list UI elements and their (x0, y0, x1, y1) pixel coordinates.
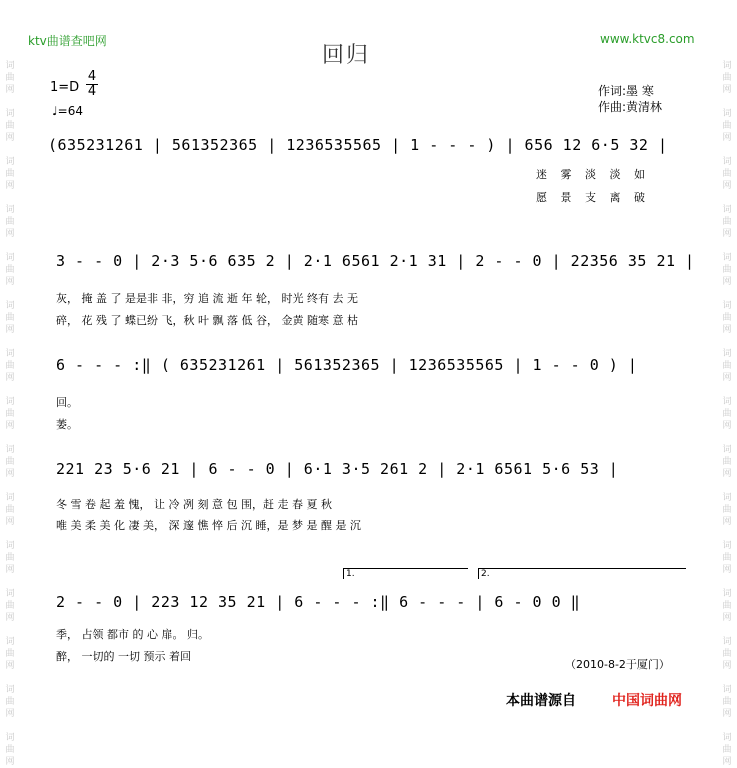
watermark-glyph: 网 (722, 133, 732, 143)
watermark-glyph: 曲 (5, 649, 15, 659)
watermark-glyph: 网 (722, 325, 732, 335)
watermark-glyph: 网 (722, 517, 732, 527)
watermark-group (720, 540, 734, 576)
watermark-glyph: 曲 (722, 697, 732, 707)
watermark-group (720, 204, 734, 240)
watermark-glyph: 曲 (722, 313, 732, 323)
watermark-group (3, 732, 17, 768)
key-signature: 1=D (50, 80, 80, 95)
score-row-1-lyrics-verse1: 迷 雾 淡 淡 如 (536, 168, 645, 181)
score-row-5-lyrics-verse2: 醉， 一切的 一切 预示 着回 (56, 650, 191, 663)
watermark-glyph: 词 (5, 637, 15, 647)
song-title: 回归 (322, 43, 371, 68)
score-row-1-lyrics-verse2: 愿 景 支 离 破 (536, 191, 645, 204)
watermark-glyph: 曲 (5, 121, 15, 131)
watermark-glyph: 网 (722, 613, 732, 623)
watermark-glyph: 曲 (722, 409, 732, 419)
watermark-glyph: 网 (722, 85, 732, 95)
watermark-glyph: 曲 (722, 73, 732, 83)
site-url-right[interactable]: www.ktvc8.com (600, 32, 695, 46)
watermark-glyph: 网 (5, 757, 15, 767)
score-row-2-notes: 3 - - 0 | 2·3 5·6 635 2 | 2·1 6561 2·1 31 | 2 - - 0 | 22356 35 21 | (56, 252, 695, 270)
watermark-group (720, 588, 734, 624)
score-row-5-lyrics-verse1: 季， 占领 都市 的 心 扉。 归。 (56, 628, 209, 641)
watermark-glyph: 网 (5, 277, 15, 287)
watermark-glyph: 网 (5, 373, 15, 383)
watermark-glyph: 曲 (722, 601, 732, 611)
watermark-glyph: 网 (722, 181, 732, 191)
watermark-glyph: 词 (5, 61, 15, 71)
watermark-glyph: 网 (722, 421, 732, 431)
watermark-glyph: 词 (722, 733, 732, 743)
watermark-glyph: 网 (5, 229, 15, 239)
watermark-group (720, 684, 734, 720)
watermark-glyph: 曲 (5, 73, 15, 83)
watermark-glyph: 词 (722, 637, 732, 647)
watermark-glyph: 曲 (5, 697, 15, 707)
watermark-glyph: 曲 (5, 361, 15, 371)
watermark-glyph: 网 (722, 565, 732, 575)
score-row-4-lyrics-verse1: 冬 雪 卷 起 羞 愧， 让 冷 冽 刻 意 包 围，赶 走 春 夏 秋 (56, 498, 332, 511)
watermark-glyph: 网 (5, 181, 15, 191)
watermark-glyph: 词 (5, 541, 15, 551)
watermark-glyph: 词 (5, 205, 15, 215)
watermark-group (3, 492, 17, 528)
watermark-right (720, 0, 734, 767)
watermark-group (3, 684, 17, 720)
watermark-group (3, 444, 17, 480)
score-row-2-lyrics-verse1: 灰， 掩 盖 了 是是非 非，穷 追 流 逝 年 轮， 时光 终有 去 无 (56, 292, 358, 305)
watermark-glyph: 曲 (722, 121, 732, 131)
watermark-glyph: 曲 (5, 169, 15, 179)
watermark-group (3, 252, 17, 288)
watermark-glyph: 网 (5, 565, 15, 575)
watermark-glyph: 曲 (722, 217, 732, 227)
watermark-glyph: 网 (5, 613, 15, 623)
watermark-glyph: 词 (722, 61, 732, 71)
watermark-group (720, 636, 734, 672)
watermark-group (3, 156, 17, 192)
watermark-group (720, 252, 734, 288)
watermark-glyph: 网 (722, 757, 732, 767)
lyricist-credit: 作词:墨 寒 (598, 84, 654, 98)
watermark-glyph: 曲 (5, 313, 15, 323)
watermark-group (720, 732, 734, 768)
watermark-glyph: 网 (5, 469, 15, 479)
score-row-3-lyrics-verse2: 萎。 (56, 418, 78, 431)
watermark-glyph: 词 (5, 253, 15, 263)
watermark-glyph: 网 (722, 277, 732, 287)
watermark-group (3, 540, 17, 576)
watermark-glyph: 曲 (5, 601, 15, 611)
watermark-group (720, 300, 734, 336)
watermark-glyph: 词 (5, 445, 15, 455)
watermark-left (3, 0, 17, 767)
watermark-group (720, 492, 734, 528)
score-row-4-notes: 221 23 5·6 21 | 6 - - 0 | 6·1 3·5 261 2 | 2·1 6561 5·6 53 | (56, 460, 619, 478)
watermark-glyph: 曲 (722, 169, 732, 179)
watermark-glyph: 曲 (5, 505, 15, 515)
site-name-left[interactable]: ktv曲谱查吧网 (28, 34, 107, 48)
watermark-glyph: 曲 (722, 361, 732, 371)
tempo-value: =64 (57, 104, 83, 118)
watermark-glyph: 词 (5, 109, 15, 119)
volta-first-ending: 1. (343, 568, 468, 579)
watermark-glyph: 网 (5, 421, 15, 431)
watermark-glyph: 曲 (722, 265, 732, 275)
watermark-glyph: 曲 (722, 649, 732, 659)
watermark-glyph: 词 (5, 685, 15, 695)
watermark-glyph: 词 (722, 493, 732, 503)
watermark-group (720, 108, 734, 144)
score-row-4-lyrics-verse2: 唯 美 柔 美 化 凄 美， 深 邃 憔 悴 后 沉 睡，是 梦 是 醒 是 沉 (56, 519, 361, 532)
watermark-group (3, 348, 17, 384)
watermark-group (720, 396, 734, 432)
watermark-glyph: 词 (722, 109, 732, 119)
watermark-group (3, 300, 17, 336)
score-row-2-lyrics-verse2: 碎， 花 残 了 蝶已纷 飞，秋 叶 飘 落 低 谷， 金黄 随寒 意 枯 (56, 314, 358, 327)
watermark-group (3, 588, 17, 624)
source-label: 本曲谱源自 (506, 693, 576, 709)
time-numerator: 4 (87, 69, 97, 84)
watermark-group (720, 444, 734, 480)
watermark-glyph: 词 (722, 205, 732, 215)
watermark-group (3, 108, 17, 144)
watermark-glyph: 网 (5, 709, 15, 719)
watermark-glyph: 网 (722, 229, 732, 239)
watermark-group (720, 156, 734, 192)
volta-second-ending: 2. (478, 568, 686, 579)
watermark-glyph: 词 (722, 301, 732, 311)
watermark-glyph: 曲 (5, 457, 15, 467)
watermark-glyph: 网 (5, 325, 15, 335)
watermark-group (3, 204, 17, 240)
watermark-glyph: 网 (5, 85, 15, 95)
watermark-glyph: 词 (5, 301, 15, 311)
watermark-group (720, 348, 734, 384)
watermark-glyph: 曲 (722, 553, 732, 563)
watermark-glyph: 网 (722, 373, 732, 383)
watermark-glyph: 网 (722, 661, 732, 671)
watermark-group (3, 396, 17, 432)
score-row-5-notes: 2 - - 0 | 223 12 35 21 | 6 - - - :‖ 6 - - - | 6 - 0 0 ‖ (56, 593, 581, 611)
time-denominator: 4 (87, 84, 97, 99)
watermark-glyph: 曲 (722, 745, 732, 755)
watermark-glyph: 词 (722, 685, 732, 695)
watermark-glyph: 网 (5, 133, 15, 143)
score-row-3-notes: 6 - - - :‖ ( 635231261 | 561352365 | 1236535565 | 1 - - 0 ) | (56, 356, 638, 374)
watermark-glyph: 网 (722, 469, 732, 479)
watermark-glyph: 曲 (5, 217, 15, 227)
tempo-mark (52, 104, 83, 118)
watermark-glyph: 词 (722, 397, 732, 407)
watermark-glyph: 曲 (722, 457, 732, 467)
watermark-glyph: 词 (5, 589, 15, 599)
score-row-1-notes: (635231261 | 561352365 | 1236535565 | 1 - - - ) | 656 12 6·5 32 | (48, 136, 668, 154)
watermark-glyph: 网 (5, 517, 15, 527)
watermark-glyph: 词 (5, 397, 15, 407)
watermark-glyph: 网 (5, 661, 15, 671)
watermark-glyph: 词 (722, 589, 732, 599)
watermark-glyph: 词 (5, 493, 15, 503)
composition-date: （2010-8-2于厦门） (565, 658, 670, 671)
watermark-glyph: 曲 (5, 553, 15, 563)
watermark-glyph: 词 (5, 349, 15, 359)
watermark-glyph: 曲 (5, 409, 15, 419)
quarter-note-icon: ♩ (52, 104, 58, 118)
watermark-group (3, 60, 17, 96)
watermark-glyph: 曲 (5, 745, 15, 755)
watermark-glyph: 词 (5, 733, 15, 743)
watermark-glyph: 词 (722, 541, 732, 551)
watermark-glyph: 曲 (722, 505, 732, 515)
composer-credit: 作曲:黄清林 (598, 100, 663, 114)
watermark-glyph: 词 (722, 445, 732, 455)
watermark-group (720, 60, 734, 96)
score-row-3-lyrics-verse1: 回。 (56, 396, 78, 409)
watermark-glyph: 词 (722, 349, 732, 359)
watermark-glyph: 词 (5, 157, 15, 167)
watermark-glyph: 词 (722, 157, 732, 167)
time-signature (86, 70, 98, 99)
watermark-glyph: 网 (722, 709, 732, 719)
watermark-group (3, 636, 17, 672)
watermark-glyph: 曲 (5, 265, 15, 275)
watermark-glyph: 词 (722, 253, 732, 263)
source-site-link[interactable]: 中国词曲网 (612, 693, 682, 709)
